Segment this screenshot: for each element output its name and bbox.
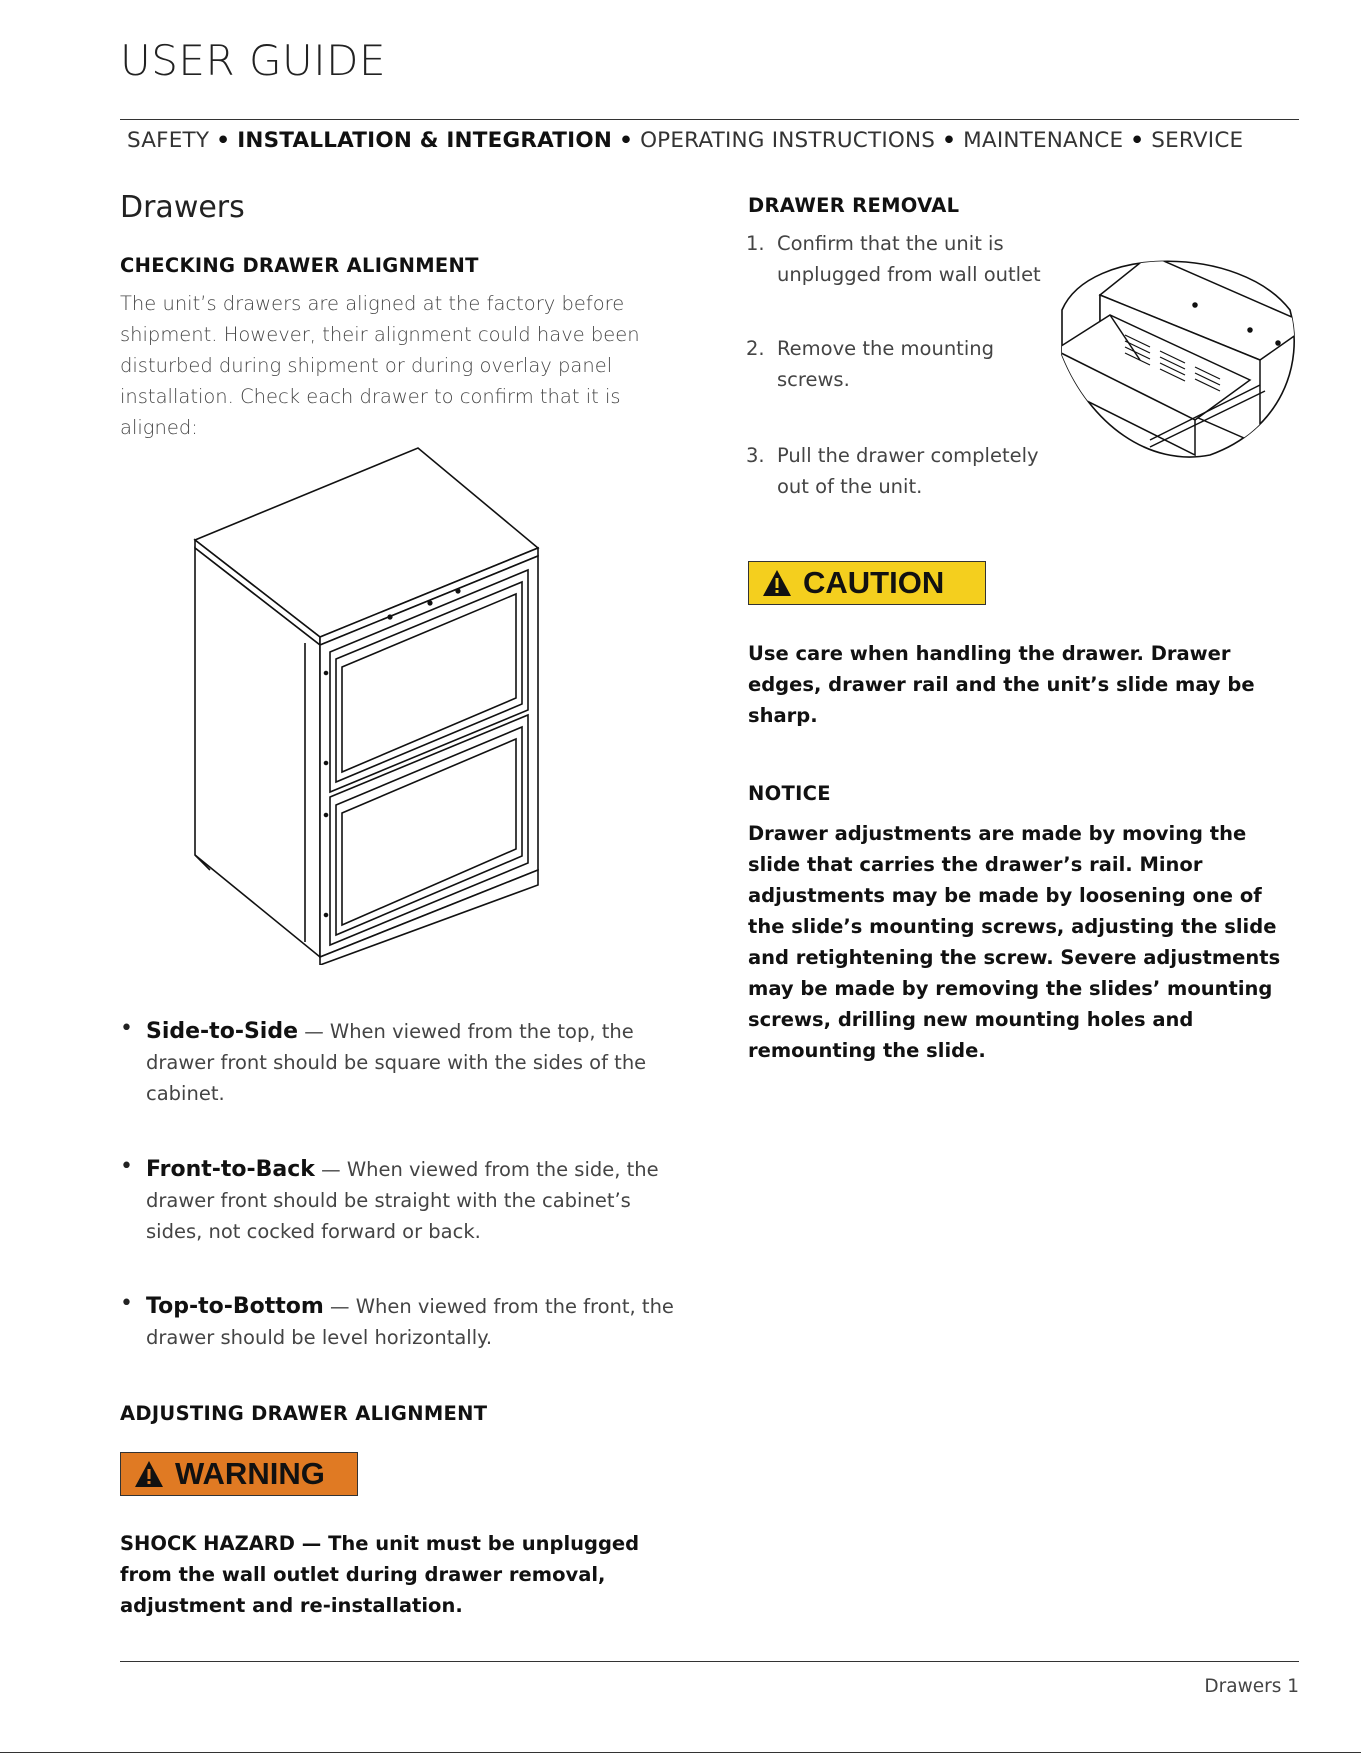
nav-sep: • xyxy=(1130,128,1145,153)
step-text: Remove the mounting screws. xyxy=(777,337,994,391)
drawer-cabinet-illustration xyxy=(190,445,580,965)
bullet-text: — When viewed from the top, the drawer front should be square with the sides of the cabinet. xyxy=(146,1020,647,1105)
section-title: Drawers xyxy=(120,190,245,225)
step-2 xyxy=(746,333,1046,395)
page-bottom-rule xyxy=(0,1752,1361,1753)
bullet-text: — When viewed from the front, the drawer should be level horizontally. xyxy=(146,1295,674,1349)
caution-label: CAUTION xyxy=(803,565,945,600)
nav-operating: OPERATING INSTRUCTIONS xyxy=(640,128,936,153)
footer-rule xyxy=(120,1661,1299,1662)
warning-label: WARNING xyxy=(175,1456,325,1491)
bullet-lead: Front-to-Back xyxy=(146,1157,315,1182)
bullet-lead: Top-to-Bottom xyxy=(146,1294,324,1319)
nav-maintenance: MAINTENANCE xyxy=(963,128,1124,153)
bullet-top-to-bottom xyxy=(120,1291,680,1353)
step-number: 1. xyxy=(746,232,765,255)
step-3 xyxy=(746,440,1046,502)
notice-heading: NOTICE xyxy=(748,782,831,805)
checking-heading: CHECKING DRAWER ALIGNMENT xyxy=(120,254,479,277)
nav-safety: SAFETY xyxy=(127,128,210,153)
warning-triangle-icon xyxy=(133,1459,165,1489)
caution-badge xyxy=(748,561,986,605)
step-text: Pull the drawer completely out of the unit. xyxy=(777,444,1039,498)
step-text: Confirm that the unit is unplugged from wall outlet xyxy=(777,232,1041,286)
warning-badge xyxy=(120,1452,358,1496)
nav-sep: • xyxy=(942,128,957,153)
page-title: USER GUIDE xyxy=(120,36,387,85)
caution-triangle-icon xyxy=(761,568,793,598)
nav-sep: • xyxy=(216,128,231,153)
adjusting-heading: ADJUSTING DRAWER ALIGNMENT xyxy=(120,1402,488,1425)
notice-text: Drawer adjustments are made by moving the slide that carries the drawer’s rail. Minor adjustments may be made by loosening one of the slide’s mounting screws, adjusting the slide and retightening the screw. Severe adjustments may be made by removing the slides’ mounting screws, drilling new mounting holes and remounting the slide. xyxy=(748,822,1281,1062)
nav-sep: • xyxy=(619,128,634,153)
page-number: Drawers 1 xyxy=(1204,1676,1299,1697)
bullet-dot: • xyxy=(120,1154,133,1179)
bullet-text: — When viewed from the side, the drawer front should be straight with the cabinet’s sides, not cocked forward or back. xyxy=(146,1158,659,1243)
header-rule xyxy=(120,119,1299,120)
step-number: 3. xyxy=(746,444,765,467)
section-nav xyxy=(127,128,1243,153)
bullet-lead: Side-to-Side xyxy=(146,1019,299,1044)
removal-heading: DRAWER REMOVAL xyxy=(748,194,960,217)
nav-service: SERVICE xyxy=(1151,128,1244,153)
bullet-side-to-side xyxy=(120,1016,680,1109)
step-1 xyxy=(746,228,1046,290)
caution-text: Use care when handling the drawer. Drawer edges, drawer rail and the unit’s slide may be sharp. xyxy=(748,642,1255,727)
checking-body: The unit’s drawers are aligned at the factory before shipment. However, their alignment could have been disturbed during shipment or during overlay panel installation. Check each drawer to confirm that it is aligned: xyxy=(120,292,640,439)
nav-installation: INSTALLATION & INTEGRATION xyxy=(237,128,613,153)
step-number: 2. xyxy=(746,337,765,360)
bullet-front-to-back xyxy=(120,1154,680,1247)
warning-text: SHOCK HAZARD — The unit must be unplugged from the wall outlet during drawer removal, adjustment and re-installation. xyxy=(120,1532,640,1617)
drawer-removal-illustration xyxy=(1050,255,1300,460)
bullet-dot: • xyxy=(120,1291,133,1316)
bullet-dot: • xyxy=(120,1016,133,1041)
